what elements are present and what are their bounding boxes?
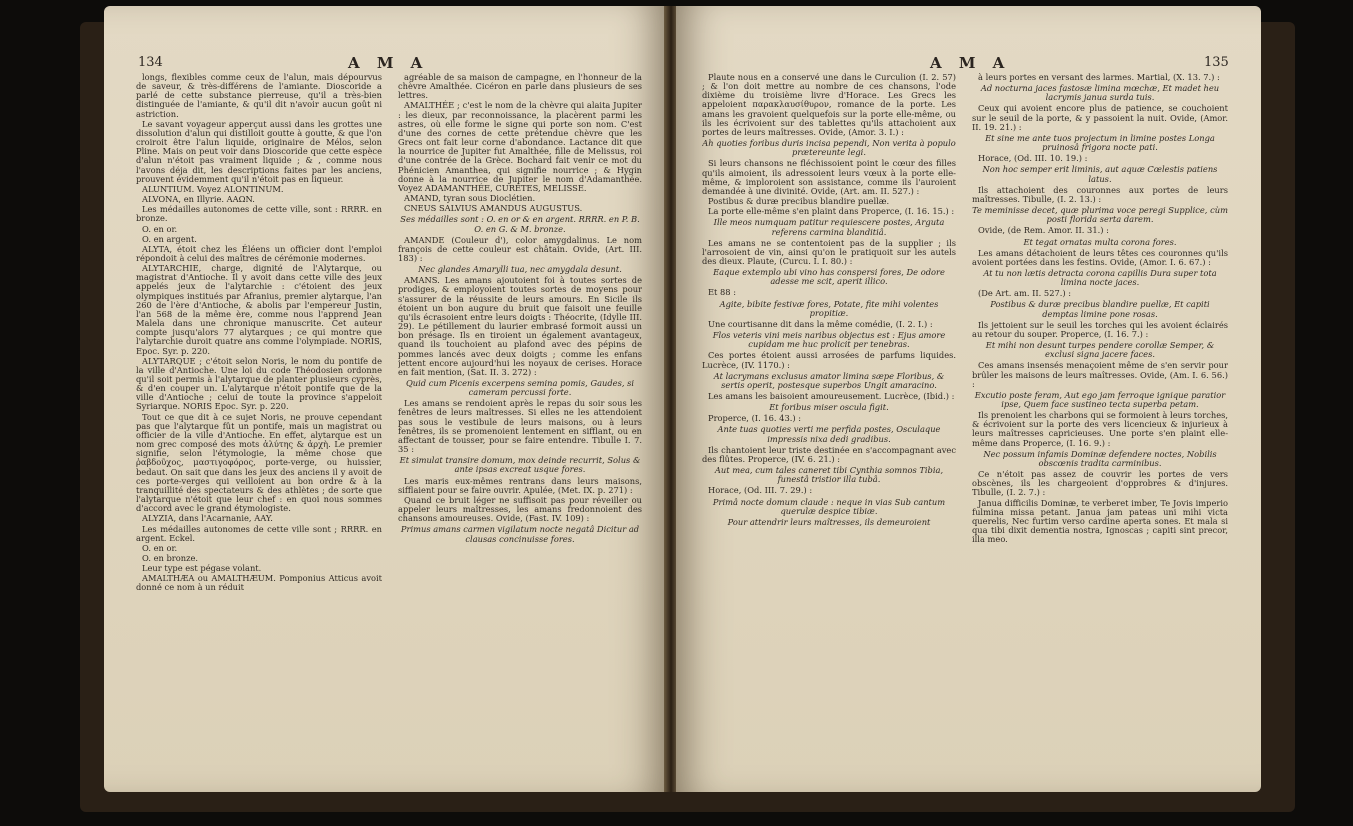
paragraph: Et foribus miser oscula figit. [769,402,889,413]
right-running-head: A M A [930,54,1011,72]
left-column-2 [398,73,642,785]
paragraph: Une courtisanne dit dans la même comédie, (I. 2. I.) : [708,318,933,329]
paragraph: ALYZIA, dans l'Acarnanie, AAY. [142,513,273,524]
paragraph: Postibus & duræ precibus blandire puellæ, Et capiti demptas limine pone rosas. [990,299,1210,319]
paragraph: Ils prenoient les charbons qui se formoient à leurs torches, & écrivoient sur la porte des vers licencieux & injurieux à leurs maîtresses capricieuses. Une porte s'en plaint elle-même dans Properce, (I. 16. 9.) : [972,410,1228,448]
paragraph: Postibus & duræ precibus blandire puellæ. [708,196,890,207]
paragraph: longs, flexibles comme ceux de l'alun, mais dépourvus de saveur, & très-différens de l'amiante. Dioscoride a parlé de cette substance pierreuse, qu'il a très-bien distinguée de l'amiante, & qu'il dit n'avoir aucun goût ni astriction. [136,73,382,119]
paragraph: Janua difficilis Dominæ, te verberet imber, Te Jovis imperio fulmina missa petant. Janua jam pateas uni mihi victa querelis, Nec furtim verso cardine aperta sones. Et mala si qua tibi dixit dementia nostra, Ignoscas ; capiti sint precor, illa meo. [972,497,1228,545]
paragraph: ALYTARQUE ; c'étoit selon Noris, le nom du pontife de la ville d'Antioche. Une loi du code Théodosien ordonne qu'il soit permis à l'alytarque de planter plusieurs cyprès, & d'en couper un. L'alytarque n'étoit pontife que de la ville d'Antioche ; celui de toute la province s'appeloit Syriarque. NORIS Epoc. Syr. p. 220. [136,355,382,412]
right-column-2 [972,73,1228,785]
paragraph: Te meminisse decet, quæ plurima voce peregi Supplice, cùm posti florida serta darem. [972,205,1228,225]
paragraph: Agite, bibite festivæ fores, Potate, fite mihi volentes propitiæ. [719,298,939,318]
paragraph: AMALTHÆA ou AMALTHÆUM. Pomponius Atticus avoit donné ce nom à un réduit [136,573,382,593]
paragraph: At tu non lætis detracta corona capillis Dura super tota limina nocte jaces. [983,267,1217,288]
paragraph: La porte elle-même s'en plaint dans Properce, (I. 16. 15.) : [708,206,955,217]
paragraph: Si leurs chansons ne fléchissoient point le cœur des filles qu'ils aimoient, ils adressoient leurs vœux à la porte elle-même, & imploroient son assistance, comme ils l'auroient demandée à une divinité. Ovide, (Art. am. II. 527.) : [702,158,956,196]
left-page [104,6,666,792]
paragraph: Nec possum infamis Dominæ defendere noctes, Nobilis obscœnis tradita carminibus. [983,448,1217,468]
paragraph: Ils attachoient des couronnes aux portes de leurs maîtresses. Tibulle, (I. 2. 13.) : [972,184,1228,204]
paragraph: Leur type est pégase volant. [142,563,262,574]
right-page-number: 135 [1204,55,1229,70]
paragraph: Ante tuas quoties verti me perfida postes, Osculaque impressis nixa dedi gradibus. [717,424,941,444]
paragraph: Excutio poste feram, Aut ego jam ferroque ignique paratior ipse, Quem face sustineo tecta superba petam. [974,389,1226,409]
paragraph: AMANDE (Couleur d'), color amygdalinus. Le nom françois de cette couleur est châtain. Ovide, (Art. III. 183) : [398,234,642,263]
paragraph: Quid cum Picenis excerpens semina pomis, Gaudes, si cameram percussi forte. [405,378,635,398]
paragraph: Les amans se rendoient après le repas du soir sous les fenêtres de leurs maîtresses. Si elles ne les attendoient pas sous le vestibule de leurs maisons, ou à leurs fenêtres, ils se promenoient lentement en sifflant, ou en affectant de tousser, pour se faire entendre. Tibulle I. 7. 35 : [398,398,642,455]
paragraph: Ovide, (de Rem. Amor. II. 31.) : [978,225,1109,236]
paragraph: AMANS. Les amans ajoutoient foi à toutes sortes de prodiges, & employoient toutes sortes de moyens pour s'assurer de la réussite de leurs amours. En Sicile ils étoient un bon augure du bruit que faisoit une feuille qu'ils écrasoient entre leurs doigts : Théocrite, (Idylle III. 29). Le pétillement du laurier embrasé formoit aussi un bon présage. Ils en tiroient un également avantageux, quand ils touchoient au plafond avec des pépins de pommes lancés avec deux doigts ; comme les enfans jettent encore aujourd'hui les noyaux de cerises. Horace en fait mention, (Sat. II. 3. 272) : [398,275,642,377]
left-running-head: A M A [348,54,429,72]
paragraph: Aut mea, cum tales caneret tibi Cynthia somnos Tibia, funestâ tristior illa tubâ. [714,465,944,485]
paragraph: Ces portes étoient aussi arrosées de parfums liquides. Lucrèce, (IV. 1170.) : [702,350,956,370]
paragraph: Horace, (Od. III. 7. 29.) : [708,485,813,496]
paragraph: CNEUS SALVIUS AMANDUS AUGUSTUS. [404,203,583,214]
paragraph: Les amans les baisoient amoureusement. Lucrèce, (Ibid.) : [708,391,955,401]
paragraph: Et mihi non desunt turpes pendere corollæ Semper, & exclusi signa jacere faces. [985,340,1215,360]
paragraph: ALVONA, en Illyrie. AAΩN. [142,194,255,205]
paragraph: Primâ nocte domum claude : neque in vias Sub cantum querulæ despice tibiæ. [712,496,946,516]
paragraph: ALYTA, étoit chez les Éléens un officier dont l'emploi répondoit à celui des maîtres de cérémonie modernes. [136,243,382,263]
paragraph: Flos veteris vini meis naribus objectus est : Ejus amore cupidam me huc prolicit per tenebras. [712,330,946,350]
paragraph: O. en bronze. [142,552,199,563]
paragraph: Ille meos numquam patitur requiescere postes, Arguta referens carmina blanditiâ. [713,217,945,237]
paragraph: Et sine me ante tuos projectum in limine postes Longa pruinosâ frigora nocte pati. [985,132,1215,153]
right-column-1 [702,73,956,785]
paragraph: Ah quoties foribus duris incisa pependi, Non verita à populo prætereunte legi. [702,138,956,158]
paragraph: Ils jettoient sur le seuil les torches qui les avoient éclairés au retour du souper. Properce, (I. 16. 7.) : [972,319,1228,339]
paragraph: AMALTHÉE ; c'est le nom de la chèvre qui alaita Jupiter : les dieux, par reconnoissance, la placèrent parmi les astres, où elle forme le signe qui porte son nom. C'est d'une des cornes de cette prétendue chèvre que les Grecs ont fait leur corne d'abondance. Lactance dit que la nourrice de Jupiter fut Amalthée, fille de Melissus, roi d'une contrée de la Grèce. Bochard fait venir ce mot du Phénicien Amanthea, qui signifie nourrice ; & Hygin donne à la nourrice de Jupiter le nom d'Adamanthée. Voyez ADAMANTHÉE, CURÈTES, MELISSE. [398,100,642,193]
paragraph: Et 88 : [708,287,737,298]
paragraph: O. en argent. [142,233,197,244]
paragraph: agréable de sa maison de campagne, en l'honneur de la chèvre Amalthée. Cicéron en parle dans plusieurs de ses lettres. [398,73,642,101]
right-page [676,6,1261,792]
paragraph: Ceux qui avoient encore plus de patience, se couchoient sur le seuil de la porte, & y passoient la nuit. Ovide, (Amor. II. 19. 21.) : [972,103,1228,132]
paragraph: Plaute nous en a conservé une dans le Curculion (I. 2. 57) ; & l'on doit mettre au nombre de ces chansons, l'ode dixième du troisième livre d'Horace. Les Grecs les appeloient παρακλαυσίθυρον, romance de la porte. Les amans les gravoient quelquefois sur la porte elle-même, ou ils les écrivoient sur des tablettes qu'ils attachoient aux portes de leurs maîtresses. Ovide, (Amor. 3. I.) : [702,73,956,137]
paragraph: Ils chantoient leur triste destinée en s'accompagnant avec des flûtes. Properce, (IV. 6. 21.) : [702,444,956,464]
paragraph: Les amans détachoient de leurs têtes ces couronnes qu'ils avoient portées dans les festins. Ovide, (Amor. I. 6. 67.) : [972,247,1228,267]
paragraph: Eaque extemplo ubi vino has conspersi fores, De odore adesse me scit, aperit illico. [713,267,945,287]
paragraph: Les médailles autonomes de cette ville, sont : RRRR. en bronze. [136,204,382,224]
paragraph: Les maris eux-mêmes rentrans dans leurs maisons, sifflaient pour se faire ouvrir. Apulée, (Met. IX. p. 271) : [398,475,642,495]
paragraph: Nec glandes Amarylli tua, nec amygdala desunt. [418,264,622,275]
paragraph: At lacrymans exclusus amator limina sæpe Floribus, & sertis operit, postesque superbos Ungit amaracino. [713,370,945,390]
paragraph: Quand ce bruit léger ne suffisoit pas pour réveiller ou appeler leurs maîtresses, les amans fredonnoient des chansons amoureuses. Ovide, (Fast. IV. 109) : [398,494,642,524]
paragraph: O. en or. [142,542,178,553]
paragraph: Pour attendrir leurs maîtresses, ils demeuroient [727,516,931,527]
paragraph: Et tegat ornatas multa corona fores. [1023,236,1177,247]
paragraph: Horace, (Od. III. 10. 19.) : [978,153,1088,164]
paragraph: à leurs portes en versant des larmes. Martial, (X. 13. 7.) : [978,73,1220,82]
paragraph: Properce, (I. 16. 43.) : [708,413,802,424]
paragraph: O. en or. [142,223,178,234]
paragraph: Primus amans carmen vigilatum nocte negatâ Dicitur ad clausas concinuisse fores. [400,524,640,544]
paragraph: Ses médailles sont : O. en or & en argent. RRRR. en P. B. O. en G. & M. bronze. [400,214,640,234]
left-column-1 [136,73,382,785]
paragraph: Tout ce que dit à ce sujet Noris, ne prouve cependant pas que l'alytarque fût un pontife, mais un magistrat ou officier de la ville d'Antioche. En effet, alytarque est un nom grec composé des mots ἀλύτης & ἀρχὴ. Le premier signifie, selon l'étymologie, la même chose que ῥαβδοῦχος, μαστιγοφόρος, porte-verge, ou huissier, bedaut. On sait que dans les jeux des anciens il y avoit de ces porte-verges qui veilloient au bon ordre & à la tranquillité des spectateurs & des athlètes ; de sorte que l'alytarque n'étoit que leur chef : en quoi nous sommes d'accord avec le grand étymologiste. [136,411,382,514]
paragraph: AMAND, tyran sous Dioclétien. [404,193,536,204]
paragraph: Non hoc semper erit liminis, aut aquæ Cœlestis patiens latus. [982,164,1218,184]
paragraph: Et simulat transire domum, mox deinde recurrit, Solus & ante ipsas excreat usque fores. [399,455,641,475]
paragraph: Ces amans insensés menaçoient même de s'en servir pour brûler les maisons de leurs maîtresses. Ovide, (Am. I. 6. 56.) : [972,360,1228,389]
paragraph: ALUNTIUM. Voyez ALONTINUM. [142,183,284,194]
paragraph: Ad nocturna jaces fastosæ limina mœchæ, Et madet heu lacrymis janua surda tuis. [980,83,1220,103]
paragraph: Les amans ne se contentoient pas de la supplier ; ils l'arrosoient de vin, ainsi qu'on le pratiquoit sur les autels des dieux. Plaute, (Curcu. I. I. 80.) : [702,237,956,266]
paragraph: Ce n'étoit pas assez de couvrir les portes de vers obscènes, ils les chargeoient d'opprobres & d'injures. Tibulle, (I. 2. 7.) : [972,469,1228,498]
left-page-number: 134 [138,55,163,70]
paragraph: ALYTARCHIE, charge, dignité de l'Alytarque, ou magistrat d'Antioche. Il y avoit dans cette ville des jeux appelés jeux de l'alytarchie : c'étoient des jeux olympiques institués par Afranius, premier alytarque, l'an 260 de l'ère d'Antioche, & abolis par l'empereur Justin, l'an 568 de la même ère, comme nous l'apprend Jean Malela dans une chronique manuscrite. Cet auteur compte jusqu'alors 77 alytarques ; ce qui montre que l'alytarchie duroit quatre ans comme l'olympiade. NORIS, Epoc. Syr. p. 220. [136,263,382,356]
paragraph: Le savant voyageur apperçut aussi dans les grottes une dissolution d'alun qui distilloit goutte à goutte, & que l'on croiroit être l'alun liquide, originaire de Mélos, selon Pline. Mais on peut voir dans Dioscoride que cette espèce d'alun n'étoit pas vraiment liquide ; & , comme nous l'avons déja dit, les descriptions faites par les anciens, prouvent évidemment qu'il n'étoit pas en liqueur. [136,118,382,184]
paragraph: Les médailles autonomes de cette ville sont ; RRRR. en argent. Eckel. [136,523,382,543]
paragraph: (De Art. am. II. 527.) : [978,288,1072,299]
